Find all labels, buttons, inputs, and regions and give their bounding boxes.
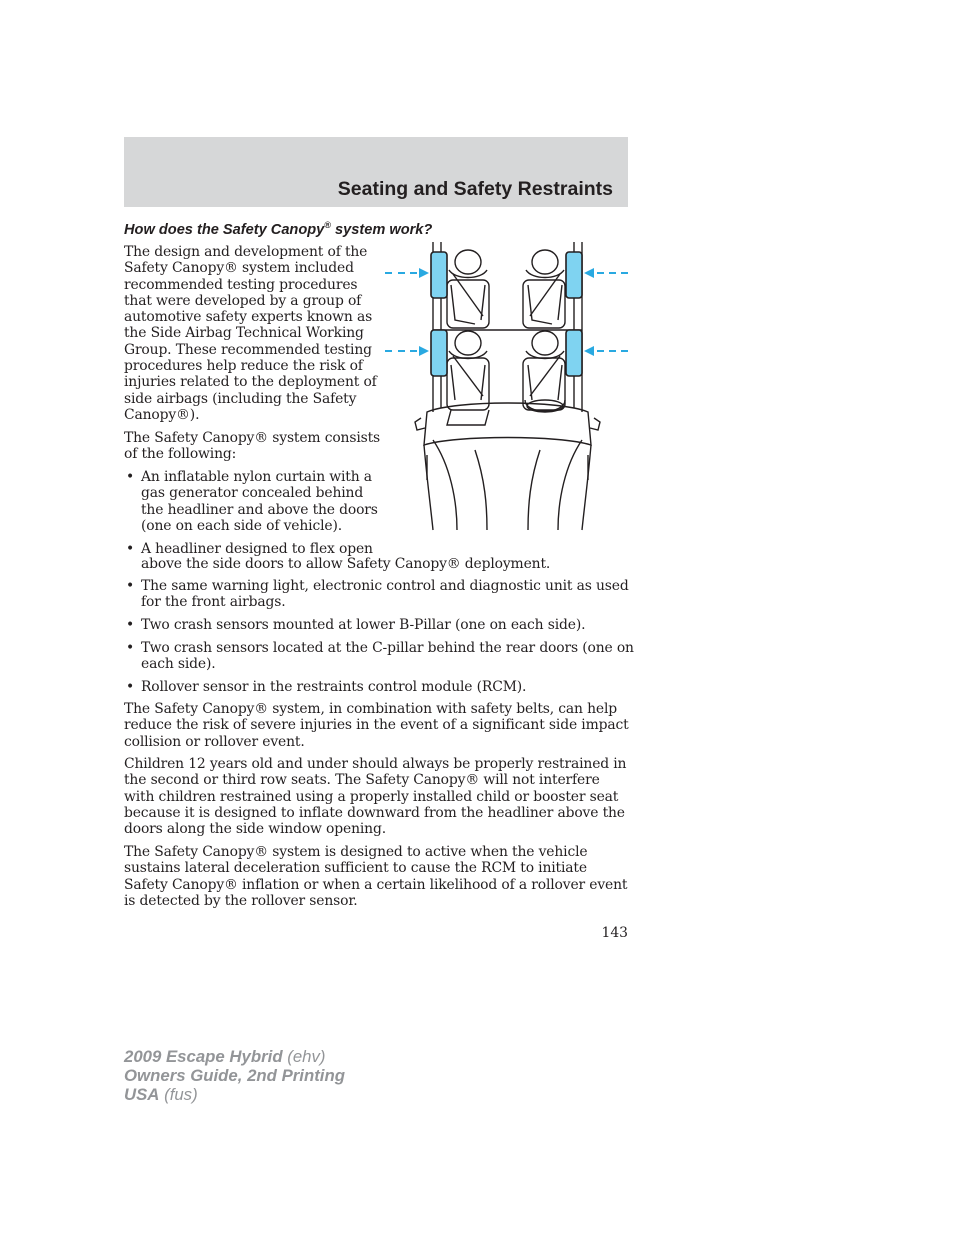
page-number: 143: [601, 925, 628, 941]
paragraph-design: The design and development of the Safety Canopy® system included recommended testing procedures that were developed by a group of automotive safety experts known as the Side Airbag Technical Working Group. These recommended testing procedures help reduce the risk of injuries related to the deployment of side airbags (including the Safety Canopy®).: [124, 244, 377, 423]
bullet-dot: •: [126, 578, 135, 594]
list-item: • An inflatable nylon curtain with a gas generator concealed behind the headliner and above the doors (one on each side of vehicle).: [126, 469, 378, 534]
footer-line-2: Owners Guide, 2nd Printing: [124, 1066, 345, 1085]
bullet-dot: •: [126, 640, 135, 656]
safety-canopy-diagram: [385, 240, 630, 535]
section-heading: [124, 220, 432, 238]
airbag-rear-right: [566, 330, 582, 376]
list-item: • Rollover sensor in the restraints control module (RCM).: [126, 679, 527, 695]
list-item: • The same warning light, electronic control and diagnostic unit as used for the front airbags.: [126, 578, 629, 611]
list-item: • Two crash sensors mounted at lower B-Pillar (one on each side).: [126, 617, 586, 633]
bullet-dot: •: [126, 541, 135, 557]
paragraph-children: Children 12 years old and under should always be properly restrained in the second or third row seats. The Safety Canopy® will not interfere with children restrained using a properly installed child or booster seat because it is designed to inflate downward from the headliner above the doors along the side window opening.: [124, 756, 627, 838]
airbag-rear-left: [431, 330, 447, 376]
registered-mark: ®: [324, 220, 331, 230]
airbag-front-right: [566, 252, 582, 298]
bullet-dot: •: [126, 617, 135, 633]
document-footer: [124, 1047, 345, 1104]
chapter-header-band: [124, 137, 628, 207]
chapter-title: Seating and Safety Restraints: [337, 178, 613, 200]
list-item: • A headliner designed to flex open: [126, 541, 373, 557]
bullet-dot: •: [126, 469, 135, 485]
section-heading-text: How does the Safety Canopy: [124, 221, 325, 238]
list-item: • Two crash sensors located at the C-pillar behind the rear doors (one on each side).: [126, 640, 634, 673]
list-item-continuation: above the side doors to allow Safety Canopy® deployment.: [141, 556, 551, 572]
paragraph-combination: The Safety Canopy® system, in combination with safety belts, can help reduce the risk of severe injuries in the event of a significant side impact collision or rollover event.: [124, 701, 629, 750]
airbag-front-left: [431, 252, 447, 298]
footer-line-1: 2009 Escape Hybrid (ehv): [124, 1047, 326, 1066]
bullet-dot: •: [126, 679, 135, 695]
footer-line-3: USA (fus): [124, 1085, 198, 1104]
section-heading-tail: system work?: [330, 221, 433, 238]
paragraph-activation: The Safety Canopy® system is designed to active when the vehicle sustains lateral deceleration sufficient to cause the RCM to initiate Safety Canopy® inflation or when a certain likelihood of a rollover event is detected by the rollover sensor.: [124, 844, 628, 909]
paragraph-consists: The Safety Canopy® system consists of the following:: [124, 430, 381, 463]
